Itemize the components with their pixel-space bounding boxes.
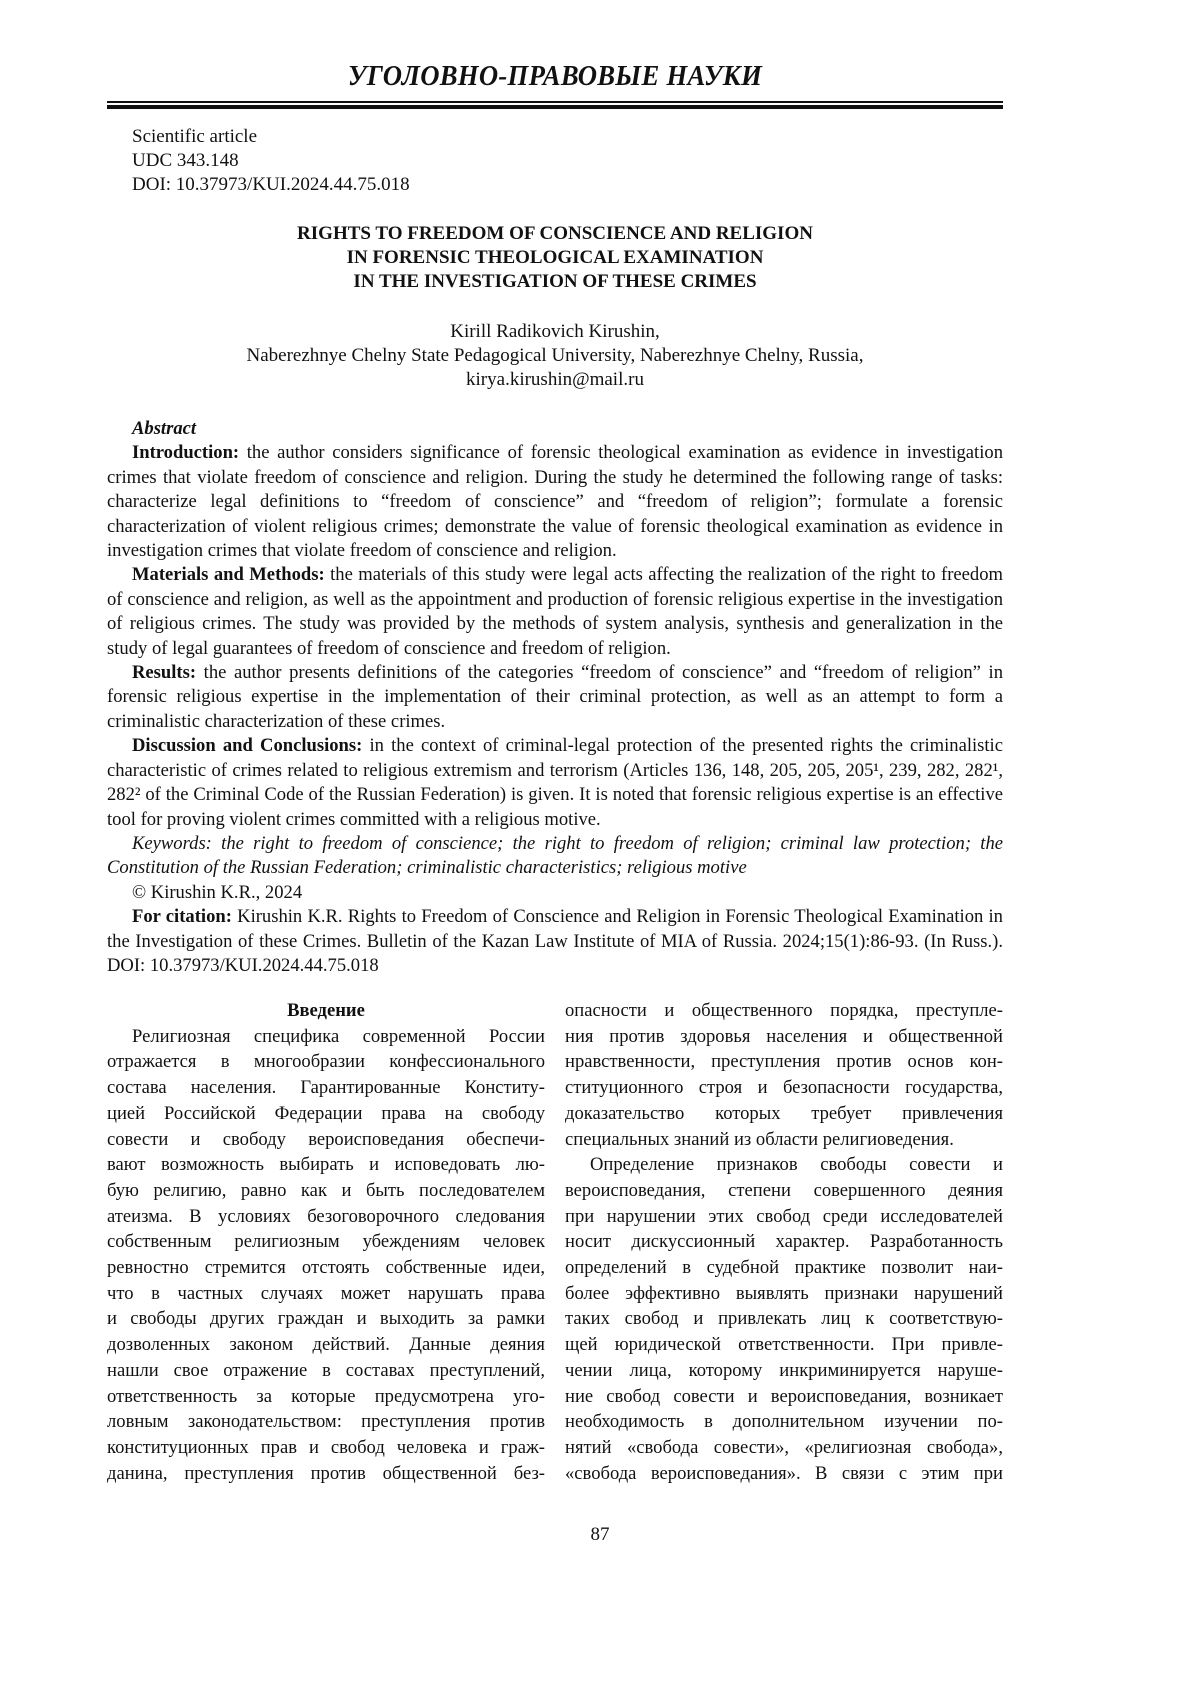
title-line: IN FORENSIC THEOLOGICAL EXAMINATION: [107, 246, 1003, 270]
journal-section-title: УГОЛОВНО-ПРАВОВЫЕ НАУКИ: [143, 60, 967, 93]
page-number: 87: [0, 1524, 1200, 1546]
body-text-line: что в частных случаях может нарушать права: [107, 1281, 545, 1307]
body-text-line: и свободы других граждан и выходить за рамки: [107, 1306, 545, 1332]
body-text-line: ние свобод совести и вероисповедания, возникает: [565, 1384, 1003, 1410]
abstract-introduction: [107, 441, 1003, 563]
author-email[interactable]: kirya.kirushin@mail.ru: [107, 368, 1003, 392]
article-title: [107, 222, 1003, 294]
body-text-line: ответственность за которые предусмотрена уго-: [107, 1384, 545, 1410]
abstract: [107, 417, 1003, 978]
body-text-line: специальных знаний из области религиоведения.: [565, 1127, 1003, 1153]
body-text-line: вероисповедания, степени совершенного деяния: [565, 1178, 1003, 1204]
body-text-line: совести и свободу вероисповедания обеспечи-: [107, 1127, 545, 1153]
body-text-line: более эффективно выявлять признаки нарушений: [565, 1281, 1003, 1307]
label: Results:: [132, 662, 196, 683]
body-text-line: «свобода вероисповедания». В связи с этим при: [565, 1461, 1003, 1487]
body-text-line: доказательство которых требует привлечения: [565, 1101, 1003, 1127]
body-text-line: цией Российской Федерации права на свободу: [107, 1101, 545, 1127]
section-heading: Введение: [107, 998, 545, 1024]
body-text-line: собственным религиозным убеждениям человек: [107, 1229, 545, 1255]
body-text-line: нравственности, преступления против основ кон-: [565, 1049, 1003, 1075]
article-meta: [132, 125, 410, 197]
body-column-right: [565, 998, 1003, 1486]
doi: DOI: 10.37973/KUI.2024.44.75.018: [132, 173, 410, 197]
text: the materials of this study were legal acts affecting the realization of the right to freedom of conscience and religion, as well as the appointment and production of forensic religious expertise in the investigation of religious crimes. The study was provided by the methods of system analysis, synthesis and generalization in the study of legal guarantees of freedom of conscience and freedom of religion.: [107, 564, 1003, 658]
body-text-line: носит дискуссионный характер. Разработанность: [565, 1229, 1003, 1255]
body-text-line: конституционных прав и свобод человека и граж-: [107, 1435, 545, 1461]
copyright: © Kirushin K.R., 2024: [107, 881, 1003, 905]
body-text-line: Религиозная специфика современной России: [107, 1024, 545, 1050]
body-text-line: вают возможность выбирать и исповедовать лю-: [107, 1152, 545, 1178]
body-text-line: дозволенных законом действий. Данные деяния: [107, 1332, 545, 1358]
citation: [107, 905, 1003, 978]
body-text-line: бую религию, равно как и быть последователем: [107, 1178, 545, 1204]
body-text-line: отражается в многообразии конфессионального: [107, 1049, 545, 1075]
header-rule-thick: [107, 105, 1003, 109]
label: Materials and Methods:: [132, 564, 325, 585]
body-text-line: опасности и общественного порядка, преступле-: [565, 998, 1003, 1024]
body-text-line: ституционного строя и безопасности государства,: [565, 1075, 1003, 1101]
body-text-line: необходимость в дополнительном изучении по-: [565, 1409, 1003, 1435]
body-text-line: атеизма. В условиях безоговорочного следования: [107, 1204, 545, 1230]
author-affiliation: Naberezhnye Chelny State Pedagogical University, Naberezhnye Chelny, Russia,: [107, 344, 1003, 368]
text: the author presents definitions of the categories “freedom of conscience” and “freedom of religion” in forensic religious expertise in the implementation of their criminal protection, as well as an attempt to form a criminalistic characterization of these crimes.: [107, 662, 1003, 732]
header-rule-thin: [107, 101, 1003, 103]
body-text-line: ревностно стремится отстоять собственные идеи,: [107, 1255, 545, 1281]
text: in the context of criminal-legal protection of the presented rights the criminalistic characteristic of crimes related to religious extremism and terrorism (Articles 136, 148, 205, 205, 205¹, 239, 282, 282¹, 282² of the Criminal Code of the Russian Federation) is given. It is noted that forensic religious expertise is an effective tool for proving violent crimes committed with a religious motive.: [107, 735, 1003, 829]
article-type: Scientific article: [132, 125, 410, 149]
text: Kirushin K.R. Rights to Freedom of Conscience and Religion in Forensic Theological Examination in the Investigation of these Crimes. Bulletin of the Kazan Law Institute of MIA of Russia. 2024;15(1):86-93. (In Russ.). DOI: 10.37973/KUI.2024.44.75.018: [107, 906, 1003, 976]
body-text-line: при нарушении этих свобод среди исследователей: [565, 1204, 1003, 1230]
label: Discussion and Conclusions:: [132, 735, 362, 756]
body-text-line: ловным законодательством: преступления против: [107, 1409, 545, 1435]
author-name: Kirill Radikovich Kirushin,: [107, 320, 1003, 344]
udc: UDC 343.148: [132, 149, 410, 173]
body-text-line: ния против здоровья населения и общественной: [565, 1024, 1003, 1050]
title-line: IN THE INVESTIGATION OF THESE CRIMES: [107, 270, 1003, 294]
abstract-methods: [107, 563, 1003, 661]
keywords: Keywords: the right to freedom of conscience; the right to freedom of religion; criminal law protection; the Constitution of the Russian Federation; criminalistic characteristics; religious motive: [107, 832, 1003, 881]
body-column-left: [107, 998, 545, 1486]
text: the author considers significance of forensic theological examination as evidence in investigation crimes that violate freedom of conscience and religion. During the study he determined the following range of tasks: characterize legal definitions to “freedom of conscience” and “freedom of religion”; formulate a forensic characterization of violent religious crimes; demonstrate the value of forensic theological examination as evidence in investigation crimes that violate freedom of conscience and religion.: [107, 442, 1003, 561]
body-text-line: данина, преступления против общественной без-: [107, 1461, 545, 1487]
body-text-line: чении лица, которому инкриминируется наруше-: [565, 1358, 1003, 1384]
body-text-line: состава населения. Гарантированные Конститу-: [107, 1075, 545, 1101]
author-block: [107, 320, 1003, 392]
label: For citation:: [132, 906, 232, 927]
abstract-results: [107, 661, 1003, 734]
abstract-heading: Abstract: [107, 417, 1003, 441]
body-text-line: таких свобод и привлекать лиц к соответствую-: [565, 1306, 1003, 1332]
body-text-line: определений в судебной практике позволит наи-: [565, 1255, 1003, 1281]
body-text-line: щей юридической ответственности. При привле-: [565, 1332, 1003, 1358]
label: Introduction:: [132, 442, 239, 463]
body-text-line: нашли свое отражение в составах преступлений,: [107, 1358, 545, 1384]
title-line: RIGHTS TO FREEDOM OF CONSCIENCE AND RELIGION: [107, 222, 1003, 246]
body-text-line: Определение признаков свободы совести и: [565, 1152, 1003, 1178]
abstract-discussion: [107, 734, 1003, 832]
body-text-line: нятий «свобода совести», «религиозная свобода»,: [565, 1435, 1003, 1461]
